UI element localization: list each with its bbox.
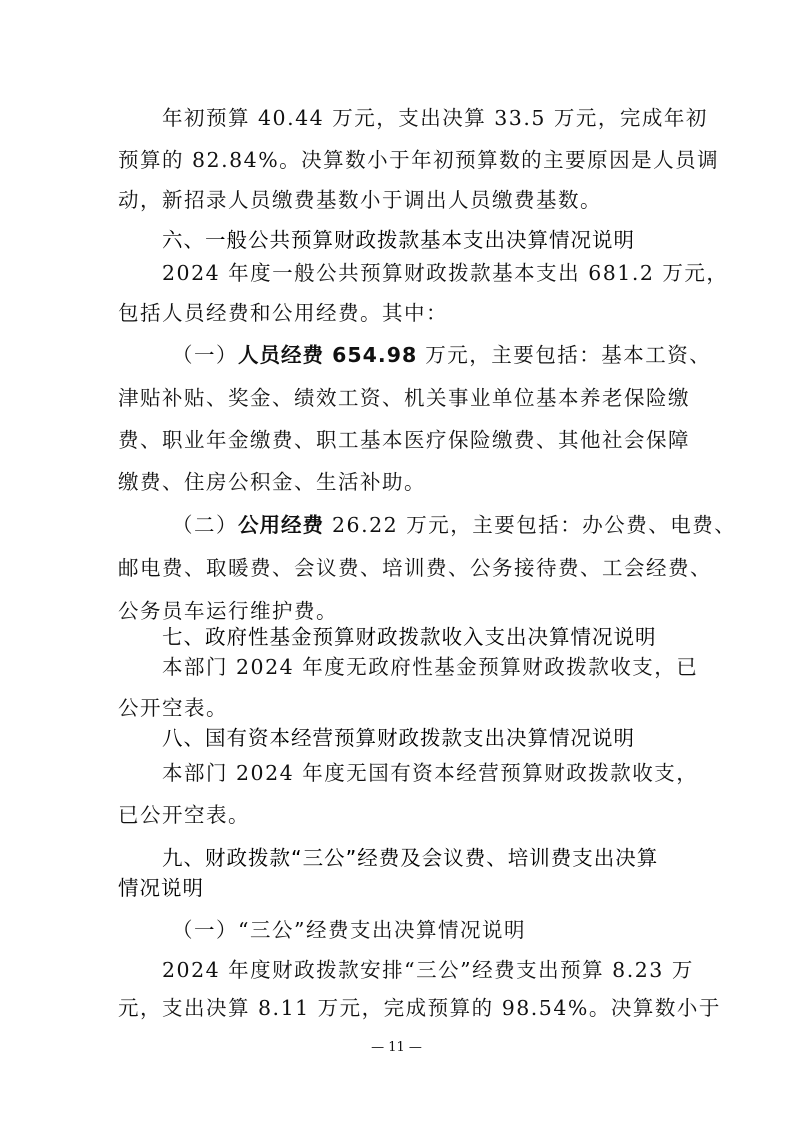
section-heading-6: 六、一般公共预算财政拨款基本支出决算情况说明 [162, 228, 635, 252]
item-text: 万元，主要包括：基本工资、 [417, 343, 712, 367]
text-line: 邮电费、取暖费、会议费、培训费、公务接待费、工会经费、 [118, 556, 712, 580]
text-line: 包括人员经费和公用经费。其中： [118, 301, 448, 325]
text-line: 缴费、住房公积金、生活补助。 [118, 470, 426, 494]
text-line: 费、职业年金缴费、职工基本医疗保险缴费、其他社会保障 [118, 428, 690, 452]
item-text: 26.22 万元，主要包括：办公费、电费、 [324, 513, 737, 537]
section-heading-9: 九、财政拨款“三公”经费及会议费、培训费支出决算 [162, 846, 659, 870]
section-heading-9-cont: 情况说明 [118, 876, 204, 900]
list-item [172, 510, 737, 540]
text-line: 预算的 82.84%。决算数小于年初预算数的主要原因是人员调 [118, 148, 720, 172]
text-line: 本部门 2024 年度无国有资本经营预算财政拨款收支， [162, 761, 699, 785]
text-line: 年初预算 40.44 万元，支出决算 33.5 万元，完成年初 [162, 106, 708, 130]
item-prefix: （二） [172, 513, 238, 537]
subheading: （一）“三公”经费支出决算情况说明 [172, 918, 526, 942]
item-prefix: （一） [172, 343, 238, 367]
section-heading-8: 八、国有资本经营预算财政拨款支出决算情况说明 [162, 726, 635, 750]
text-line: 津贴补贴、奖金、绩效工资、机关事业单位基本养老保险缴 [118, 386, 690, 410]
item-title: 人员经费 654.98 [238, 343, 418, 367]
text-line: 动，新招录人员缴费基数小于调出人员缴费基数。 [118, 188, 602, 212]
text-line: 已公开空表。 [118, 803, 250, 827]
text-line: 公务员车运行维护费。 [118, 599, 338, 623]
text-line: 本部门 2024 年度无政府性基金预算财政拨款收支，已 [162, 655, 699, 679]
text-line: 公开空表。 [118, 696, 228, 720]
section-heading-7: 七、政府性基金预算财政拨款收入支出决算情况说明 [162, 625, 657, 649]
item-title: 公用经费 [238, 513, 324, 537]
text-line: 2024 年度一般公共预算财政拨款基本支出 681.2 万元， [162, 261, 729, 285]
list-item [172, 340, 732, 370]
text-line: 元，支出决算 8.11 万元，完成预算的 98.54%。决算数小于 [118, 996, 721, 1020]
text-line: 2024 年度财政拨款安排“三公”经费支出预算 8.23 万 [162, 958, 694, 982]
page-number: — 11 — [371, 1040, 422, 1055]
